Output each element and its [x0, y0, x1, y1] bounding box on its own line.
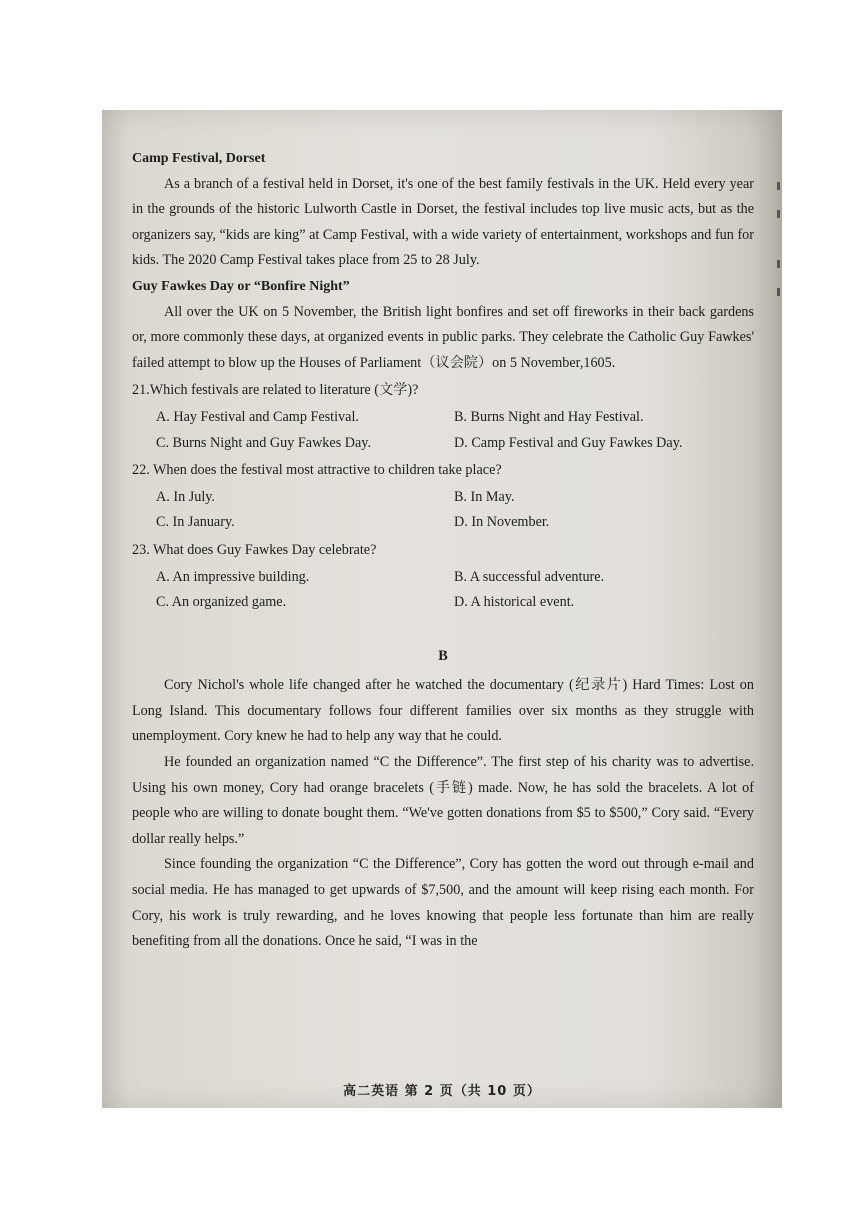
option-b: B. In May.: [454, 488, 515, 505]
option-a: A. Hay Festival and Camp Festival.: [156, 408, 359, 425]
option-b: B. A successful adventure.: [454, 568, 605, 585]
option-c: C. Burns Night and Guy Fawkes Day.: [156, 434, 372, 451]
guy-fawkes-paragraph: All over the UK on 5 November, the British light bonfires and set off fireworks in their back gardens or, more commonly these days, at organized events in public parks. They celebrate the Catholic Guy Fawkes' failed attempt to blow up the Houses of Parliament（议会院）on 5 November,1605.: [132, 303, 754, 371]
question-options: [132, 565, 754, 616]
question-options: [132, 405, 754, 456]
page-footer: 高二英语 第 2 页（共 10 页）: [343, 1084, 541, 1099]
exam-page: [102, 110, 782, 1108]
passage-b-paragraph-3: Since founding the organization “C the Difference”, Cory has gotten the word out through e-mail and social media. He has managed to get upwards of $7,500, and the amount will keep rising each month. For Cory, his work is truly rewarding, and he loves knowing that people less fortunate than him are really benefiting from all the donations. Once he said, “I was in the: [132, 856, 754, 950]
option-c: C. An organized game.: [156, 594, 287, 611]
option-c: C. In January.: [156, 514, 235, 531]
option-d: D. Camp Festival and Guy Fawkes Day.: [454, 434, 683, 451]
option-d: D. In November.: [454, 514, 550, 531]
option-d: D. A historical event.: [454, 594, 575, 611]
option-a: A. In July.: [156, 488, 215, 505]
question-options: [132, 485, 754, 536]
passage-b-paragraph-1: Cory Nichol's whole life changed after he watched the documentary (纪录片) Hard Times: Lost on Long Island. This documentary follows four different families over six months as they struggle with unemployment. Cory knew he had to help any way that he could.: [132, 677, 754, 745]
question-21: [132, 378, 754, 456]
guy-fawkes-heading: Guy Fawkes Day or “Bonfire Night”: [132, 278, 350, 294]
section-b-label: B: [438, 647, 448, 664]
page-content: [132, 146, 754, 955]
question-stem: 23. What does Guy Fawkes Day celebrate?: [132, 541, 377, 558]
option-b: B. Burns Night and Hay Festival.: [454, 408, 644, 425]
option-a: A. An impressive building.: [156, 568, 310, 585]
question-stem: 22. When does the festival most attractive to children take place?: [132, 462, 502, 479]
bleed-through-marks: [774, 110, 780, 1108]
question-22: [132, 458, 754, 536]
question-stem: 21.Which festivals are related to literature (文学)?: [132, 382, 419, 399]
camp-festival-heading: Camp Festival, Dorset: [132, 151, 266, 166]
question-23: [132, 538, 754, 616]
camp-festival-paragraph: As a branch of a festival held in Dorset, it's one of the best family festivals in the UK. Held every year in the grounds of the historic Lulworth Castle in Dorset, the festival includes top live music acts, but as the organizers say, “kids are king” at Camp Festival, with a wide variety of entertainment, workshops and fun for kids. The 2020 Camp Festival takes place from 25 to 28 July.: [132, 175, 754, 269]
passage-b-paragraph-2: He founded an organization named “C the Difference”. The first step of his charity was to advertise. Using his own money, Cory had orange bracelets (手链) made. Now, he has sold the bracelets. A lot of people who are willing to donate bought them. “We've gotten donations from $5 to $500,” Cory said. “Every dollar really helps.”: [132, 754, 754, 847]
